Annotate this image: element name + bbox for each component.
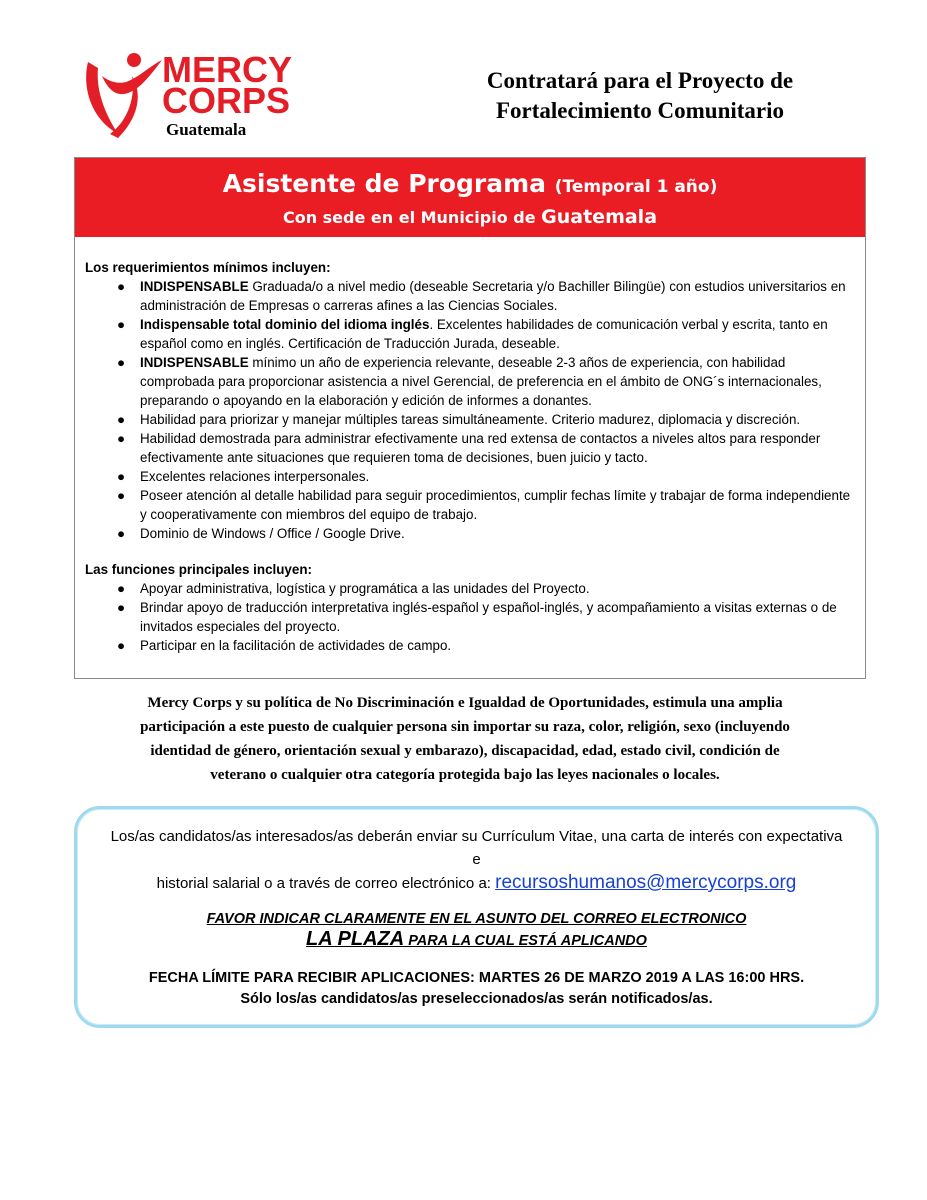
requirement-item: [85, 277, 855, 315]
bullet-icon: ●: [117, 412, 126, 427]
requirement-item: [85, 524, 855, 543]
shortlist-note: Sólo los/as candidatos/as preseleccionados/as serán notificados/as.: [240, 991, 713, 1007]
requirement-item: [85, 353, 855, 410]
function-text: Apoyar administrativa, logística y programática a las unidades del Proyecto.: [140, 581, 590, 596]
requirement-item: [85, 429, 855, 467]
requirements-section: [75, 258, 865, 655]
function-text: Brindar apoyo de traducción interpretativa inglés-español y español-inglés, y acompañamiento a visitas externas o de invitados especiales del proyecto.: [140, 600, 837, 634]
title-line-1: Contratará para el Proyecto de: [486, 68, 794, 93]
application-instructions-box: [74, 806, 879, 1028]
requirements-heading: Los requerimientos mínimos incluyen:: [85, 260, 331, 275]
requirement-text: Excelentes relaciones interpersonales.: [140, 469, 370, 484]
bullet-icon: ●: [117, 469, 126, 484]
job-description-box: [74, 157, 866, 679]
logo-location: Guatemala: [166, 120, 247, 139]
title-line-2: Fortalecimiento Comunitario: [495, 98, 785, 123]
application-text-prefix: historial salarial o a través de correo electrónico a:: [156, 875, 496, 892]
requirement-text: Dominio de Windows / Office / Google Drive.: [140, 526, 405, 541]
requirement-text: Poseer atención al detalle habilidad para seguir procedimientos, cumplir fechas límite y trabajar de forma independiente y cooperativamente con miembros del equipo de trabajo.: [140, 488, 851, 522]
requirement-emphasis: INDISPENSABLE: [140, 279, 249, 294]
job-title: Asistente de Programa: [222, 169, 547, 198]
logo-text-corps: CORPS: [162, 80, 291, 121]
bullet-icon: ●: [117, 526, 126, 541]
policy-line-1: Mercy Corps y su política de No Discriminación e Igualdad de Oportunidades, estimula una amplia: [147, 695, 783, 711]
function-item: [85, 598, 855, 636]
function-text: Participar en la facilitación de actividades de campo.: [140, 638, 452, 653]
mercy-corps-logo: [80, 46, 310, 142]
application-text-line-2: [107, 871, 846, 895]
bullet-icon: ●: [117, 317, 126, 332]
subject-instruction-line-1: FAVOR INDICAR CLARAMENTE EN EL ASUNTO DEL CORREO ELECTRONICO: [206, 911, 747, 927]
requirement-emphasis: INDISPENSABLE: [140, 355, 249, 370]
functions-list: [85, 579, 855, 655]
job-title-banner: [75, 158, 865, 237]
functions-heading: Las funciones principales incluyen:: [85, 562, 312, 577]
requirement-emphasis: Indispensable total dominio del idioma inglés: [140, 317, 430, 332]
requirement-text: Habilidad demostrada para administrar efectivamente una red extensa de contactos a niveles altos para responder efectivamente ante situaciones que requieren toma de decisiones, buen juicio y tacto.: [140, 431, 821, 465]
requirement-item: [85, 410, 855, 429]
bullet-icon: ●: [117, 600, 126, 615]
job-location-city: Guatemala: [541, 206, 658, 228]
bullet-icon: ●: [117, 431, 126, 446]
bullet-icon: ●: [117, 638, 126, 653]
bullet-icon: ●: [117, 279, 126, 294]
logo-wordmark: [162, 49, 293, 121]
function-item: [85, 579, 855, 598]
requirement-text: Habilidad para priorizar y manejar múltiples tareas simultáneamente. Criterio madurez, diplomacia y discreción.: [140, 412, 801, 427]
subject-instruction-rest: PARA LA CUAL ESTÁ APLICANDO: [404, 933, 647, 949]
page-title: [420, 66, 860, 126]
logo-text-mercy: MERCY: [162, 49, 293, 90]
email-link[interactable]: recursoshumanos@mercycorps.org: [495, 872, 797, 893]
requirement-item: [85, 467, 855, 486]
requirement-text: Graduada/o a nivel medio (deseable Secretaria y/o Bachiller Bilingüe) con estudios universitarios en administración de Empresas o carreras afines a las Ciencias Sociales.: [140, 279, 846, 313]
job-location-line: [75, 203, 865, 232]
bullet-icon: ●: [117, 488, 126, 503]
subject-instruction-emphasis: LA PLAZA: [306, 928, 405, 950]
job-title-note: (Temporal 1 año): [554, 177, 718, 197]
policy-line-2: participación a este puesto de cualquier persona sin importar su raza, color, religión, sexo (incluyendo: [140, 719, 790, 735]
requirements-list: [85, 277, 855, 543]
requirement-text: . Excelentes habilidades de comunicación verbal y escrita, tanto en español como en inglés. Certificación de Traducción Jurada, deseable.: [140, 317, 828, 351]
application-text: [107, 825, 846, 895]
requirement-text: mínimo un año de experiencia relevante, deseable 2-3 años de experiencia, con habilidad comprobada para proporcionar asistencia a nivel Gerencial, de preferencia en el ámbito de ONG´s internacionales, preparando o apoyando en la elaboración y edición de informes a donantes.: [140, 355, 822, 408]
policy-line-4: veterano o cualquier otra categoría protegida bajo las leyes nacionales o locales.: [210, 767, 720, 783]
policy-line-3: identidad de género, orientación sexual y embarazo), discapacidad, edad, estado civil, condición de: [150, 743, 780, 759]
bullet-icon: ●: [117, 581, 126, 596]
deadline-block: [77, 968, 876, 1010]
requirement-item: [85, 315, 855, 353]
subject-instruction-line-2: [77, 928, 876, 952]
function-item: [85, 636, 855, 655]
requirement-item: [85, 486, 855, 524]
mercy-corps-emblem-icon: [80, 46, 164, 142]
job-location-prefix: Con sede en el Municipio de: [282, 208, 536, 227]
non-discrimination-policy: [70, 691, 860, 787]
application-text-line-1: Los/as candidatos/as interesados/as deberán enviar su Currículum Vitae, una carta de interés con expectativa e: [110, 828, 843, 868]
deadline-text: FECHA LÍMITE PARA RECIBIR APLICACIONES: MARTES 26 DE MARZO 2019 A LAS 16:00 HRS.: [148, 970, 805, 986]
bullet-icon: ●: [117, 355, 126, 370]
job-title-line: [75, 158, 865, 203]
